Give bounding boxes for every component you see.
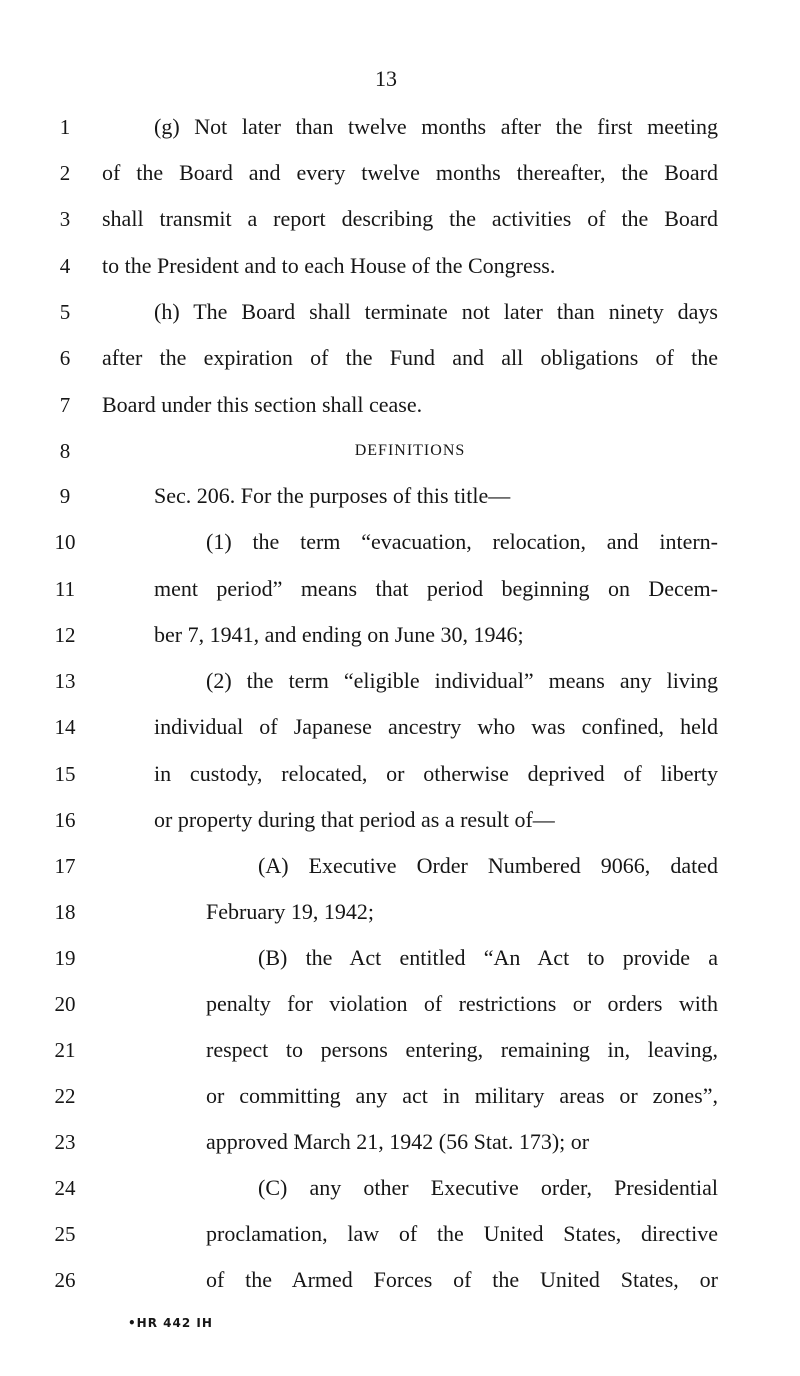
text-line — [0, 158, 800, 194]
line-text: (C) any other Executive order, Presidential — [258, 1175, 718, 1200]
line-text: (1) the term “evacuation, relocation, and intern- — [206, 529, 718, 554]
line-text: (2) the term “eligible individual” means any living — [206, 668, 718, 693]
line-number: 13 — [54, 669, 76, 693]
line-number: 16 — [54, 808, 76, 832]
text-line — [0, 989, 800, 1025]
line-number: 20 — [54, 992, 76, 1016]
text-line — [0, 1127, 800, 1163]
line-number: 25 — [54, 1222, 76, 1246]
text-line — [0, 251, 800, 287]
text-line — [0, 1173, 800, 1209]
line-number: 4 — [59, 254, 71, 278]
text-line — [0, 481, 800, 517]
text-line — [0, 527, 800, 563]
line-text: to the President and to each House of the Congress. — [102, 253, 556, 278]
line-text: ber 7, 1941, and ending on June 30, 1946; — [154, 622, 524, 647]
line-number: 17 — [54, 854, 76, 878]
line-text: respect to persons entering, remaining in, leaving, — [206, 1037, 718, 1062]
text-line — [0, 805, 800, 841]
text-line — [0, 1081, 800, 1117]
line-number: 9 — [59, 484, 71, 508]
line-number: 21 — [54, 1038, 76, 1062]
line-number: 12 — [54, 623, 76, 647]
text-line — [0, 112, 800, 148]
text-line — [0, 1035, 800, 1071]
line-number: 3 — [59, 207, 71, 231]
text-line — [0, 712, 800, 748]
bill-code-footer: •HR 442 IH — [128, 1316, 213, 1330]
line-number: 11 — [54, 577, 76, 601]
line-number: 22 — [54, 1084, 76, 1108]
line-number: 18 — [54, 900, 76, 924]
text-line — [0, 666, 800, 702]
line-text: penalty for violation of restrictions or orders with — [206, 991, 718, 1016]
line-number: 1 — [59, 115, 71, 139]
line-text: of the Armed Forces of the United States, or — [206, 1267, 718, 1292]
line-number: 6 — [59, 346, 71, 370]
line-text: (A) Executive Order Numbered 9066, dated — [258, 853, 718, 878]
text-line — [0, 390, 800, 426]
text-line — [0, 1219, 800, 1255]
line-number: 23 — [54, 1130, 76, 1154]
line-text: (g) Not later than twelve months after the first meeting — [154, 114, 718, 139]
line-text: in custody, relocated, or otherwise deprived of liberty — [154, 761, 718, 786]
line-text: or property during that period as a result of— — [154, 807, 555, 832]
text-line — [0, 759, 800, 795]
line-text: approved March 21, 1942 (56 Stat. 173); or — [206, 1129, 590, 1154]
line-text: individual of Japanese ancestry who was confined, held — [154, 714, 718, 739]
line-number: 19 — [54, 946, 76, 970]
line-text: of the Board and every twelve months thereafter, the Board — [102, 160, 718, 185]
text-line — [0, 297, 800, 333]
text-line — [0, 620, 800, 656]
page-number: 13 — [375, 66, 397, 91]
line-text: shall transmit a report describing the activities of the Board — [102, 206, 718, 231]
text-line — [0, 851, 800, 887]
line-number: 24 — [54, 1176, 76, 1200]
line-text: proclamation, law of the United States, directive — [206, 1221, 718, 1246]
line-number: 10 — [54, 530, 76, 554]
line-text: or committing any act in military areas or zones”, — [206, 1083, 718, 1108]
text-line — [0, 436, 800, 472]
text-line — [0, 897, 800, 933]
line-number: 15 — [54, 762, 76, 786]
line-number: 14 — [54, 715, 76, 739]
line-number: 5 — [59, 300, 71, 324]
text-line — [0, 343, 800, 379]
line-text: ment period” means that period beginning on Decem- — [154, 576, 718, 601]
text-line — [0, 943, 800, 979]
text-line — [0, 204, 800, 240]
line-number: 7 — [59, 393, 71, 417]
line-text: (B) the Act entitled “An Act to provide a — [258, 945, 718, 970]
line-text: after the expiration of the Fund and all obligations of the — [102, 345, 718, 370]
line-text: Sec. 206. For the purposes of this title— — [154, 483, 511, 508]
line-number: 2 — [59, 161, 71, 185]
text-line — [0, 574, 800, 610]
line-text: (h) The Board shall terminate not later than ninety days — [154, 299, 718, 324]
section-heading: DEFINITIONS — [354, 442, 466, 459]
line-number: 8 — [59, 439, 71, 463]
line-number: 26 — [54, 1268, 76, 1292]
text-line — [0, 1265, 800, 1301]
line-text: Board under this section shall cease. — [102, 392, 423, 417]
line-text: February 19, 1942; — [206, 899, 375, 924]
